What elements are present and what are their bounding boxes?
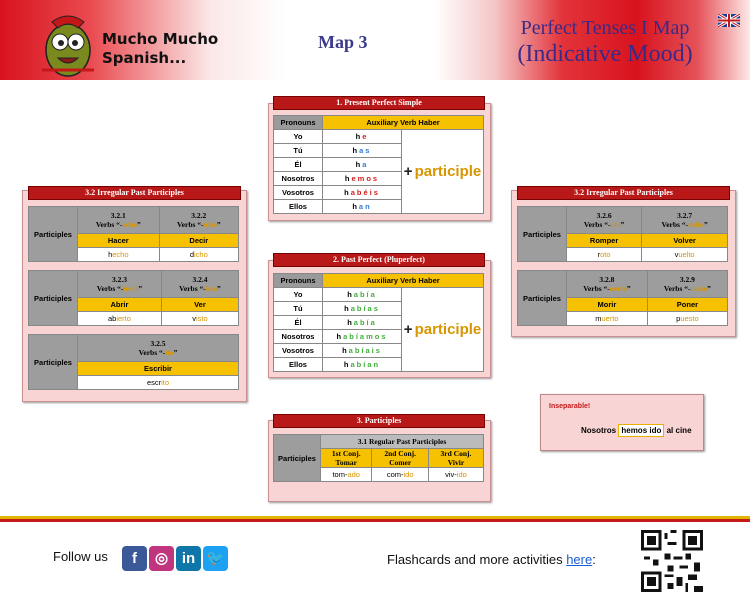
- flash-link[interactable]: here: [566, 552, 593, 567]
- present-perfect-pronoun: Ellos: [274, 200, 323, 214]
- irregular-participle: [78, 376, 239, 390]
- irregular-infinitive: Decir: [159, 234, 238, 248]
- brand-name: [102, 30, 218, 68]
- present-perfect-aux-form: [323, 130, 402, 144]
- pattern-suffix: ”: [217, 284, 221, 293]
- aux-ending: abía: [353, 318, 377, 327]
- pattern-suffix: ”: [707, 284, 711, 293]
- aux-stem: h: [355, 132, 363, 141]
- participle-ending: ito: [161, 378, 170, 387]
- irregular-pattern: [78, 348, 238, 357]
- pattern-prefix: Verbs “-: [96, 284, 124, 293]
- participle-ending: ido: [403, 470, 414, 479]
- irregular-group-table: [517, 270, 728, 326]
- brand-line1: Mucho Mucho: [102, 30, 219, 48]
- pluperfect-aux-form: [323, 358, 402, 372]
- irregular-participle: [642, 248, 728, 262]
- pattern-ending: uesto: [690, 284, 708, 293]
- aux-stem: h: [347, 290, 354, 299]
- example-pronoun: Nosotros: [581, 426, 617, 435]
- participle-stem: v: [192, 314, 196, 323]
- conj-verb: Vivir: [447, 458, 465, 467]
- pattern-suffix: ”: [216, 220, 221, 229]
- pattern-ending: uelto: [688, 220, 704, 229]
- example-highlight: hemos ido: [618, 424, 664, 437]
- present-perfect-table: [273, 115, 484, 214]
- aux-ending: abíais: [348, 346, 382, 355]
- conj-label: 3rd Conj.: [440, 449, 472, 458]
- participle-ending: uesto: [680, 314, 699, 323]
- participle-ending: echo: [112, 250, 129, 259]
- participle-ending: icho: [194, 250, 208, 259]
- participles-title: 3. Participles: [273, 414, 485, 428]
- pattern-prefix: Verbs “-: [138, 348, 166, 357]
- pluperfect-aux-form: [323, 344, 402, 358]
- aux-ending: abíamos: [343, 332, 388, 341]
- participle-ending: ierto: [116, 314, 131, 323]
- irregular-number: 3.2.4: [192, 275, 208, 284]
- conj-header: [428, 449, 483, 468]
- irregular-verb-header: [567, 271, 648, 298]
- pluperfect-aux-form: [323, 302, 402, 316]
- present-perfect-pronoun: Nosotros: [274, 172, 323, 186]
- participle-ending: uerto: [601, 314, 619, 323]
- pattern-prefix: Verbs “-: [179, 284, 206, 293]
- irregular-verb-header: [78, 207, 160, 234]
- conj-verb: Tomar: [335, 458, 357, 467]
- regular-participle: [321, 468, 372, 482]
- row-label-participles: Participles: [274, 435, 321, 482]
- conj-header: [372, 449, 429, 468]
- irregular-pattern: [162, 284, 238, 293]
- pattern-ending: isto: [205, 284, 217, 293]
- title-line1: Perfect Tenses I Map: [520, 17, 690, 39]
- participle-ending: oto: [600, 250, 611, 259]
- aux-stem: h: [344, 174, 352, 183]
- present-perfect-title: 1. Present Perfect Simple: [273, 96, 485, 110]
- pattern-prefix: Verbs “-: [583, 284, 610, 293]
- irregular-infinitive: Morir: [567, 298, 648, 312]
- plus-sign: +: [403, 321, 413, 338]
- irregular-pattern: [78, 220, 159, 229]
- irregular-number: 3.2.2: [191, 211, 207, 220]
- pluperfect-table: [273, 273, 484, 372]
- present-perfect-pronoun: Yo: [274, 130, 323, 144]
- pluperfect-pronoun: Tú: [274, 302, 323, 316]
- inseparable-label: Inseparable!: [549, 403, 591, 410]
- regular-participle: [372, 468, 429, 482]
- aux-ending: emos: [351, 174, 380, 183]
- aux-stem: h: [355, 160, 363, 169]
- participle-stem: p: [676, 314, 681, 323]
- flashcards-text: [387, 552, 596, 567]
- aux-ending: abían: [350, 360, 381, 369]
- instagram-icon[interactable]: ◎: [149, 546, 174, 571]
- irregular-group-table: [28, 334, 239, 390]
- brand-line2: Spanish...: [102, 49, 187, 67]
- irregular-infinitive: Escribir: [78, 362, 239, 376]
- irregular-participle: [161, 312, 238, 326]
- pluperfect-title: 2. Past Perfect (Pluperfect): [273, 253, 485, 267]
- irregular-verb-header: [161, 271, 238, 298]
- follow-us-label: Follow us: [53, 549, 108, 564]
- conj-verb: Comer: [389, 458, 412, 467]
- pluperfect-aux-form: [323, 316, 402, 330]
- present-perfect-aux-form: [323, 186, 402, 200]
- regular-participles-table: [273, 434, 484, 482]
- irregular-infinitive: Volver: [642, 234, 728, 248]
- participle-ending: ado: [347, 470, 360, 479]
- irregular-group-table: [28, 206, 239, 262]
- pattern-suffix: ”: [626, 284, 631, 293]
- irregular-pattern: [78, 284, 161, 293]
- irregular-participle: [78, 312, 162, 326]
- irregular-number: 3.2.7: [677, 211, 693, 220]
- irregular-participle: [567, 248, 642, 262]
- irregular-number: 3.2.1: [110, 211, 126, 220]
- pattern-ending: oto: [610, 220, 621, 229]
- participle-stem: com-: [386, 470, 404, 479]
- aux-stem: h: [344, 304, 351, 313]
- participle-stem: r: [597, 250, 601, 259]
- participle-ending: uelto: [678, 250, 695, 259]
- aux-ending: an: [358, 202, 372, 211]
- pattern-ending: uerto: [609, 284, 627, 293]
- aux-ending: abías: [350, 304, 380, 313]
- aux-ending: e: [362, 132, 369, 141]
- row-label-participles: Participles: [29, 271, 78, 326]
- irregular-number: 3.2.9: [679, 275, 695, 284]
- present-perfect-pronoun: Él: [274, 158, 323, 172]
- col-pronouns: Pronouns: [274, 116, 323, 130]
- irregular-number: 3.2.8: [599, 275, 615, 284]
- row-label-participles: Participles: [29, 335, 78, 390]
- irregular-infinitive: Hacer: [78, 234, 160, 248]
- inseparable-box: [540, 394, 704, 451]
- irregular-participle: [159, 248, 238, 262]
- irregular-group-table: [28, 270, 239, 326]
- irregular-infinitive: Abrir: [78, 298, 162, 312]
- qr-code-icon[interactable]: [641, 530, 703, 592]
- participle-ending: isto: [195, 314, 208, 323]
- pluperfect-pronoun: Ellos: [274, 358, 323, 372]
- participle-label: participle: [414, 321, 482, 338]
- pattern-prefix: Verbs “-: [661, 220, 689, 229]
- pattern-ending: echo: [122, 220, 138, 229]
- pattern-ending: ito: [165, 348, 174, 357]
- facebook-icon[interactable]: f: [122, 546, 147, 571]
- irregular-number: 3.2.3: [111, 275, 127, 284]
- present-perfect-aux-form: [323, 158, 402, 172]
- pluperfect-aux-form: [323, 288, 402, 302]
- regular-participles-subtitle: 3.1 Regular Past Participles: [321, 435, 484, 449]
- row-label-participles: Participles: [518, 207, 567, 262]
- pattern-prefix: Verbs “-: [663, 284, 691, 293]
- present-perfect-participle-cell: [402, 130, 484, 214]
- aux-ending: as: [359, 146, 372, 155]
- present-perfect-pronoun: Vosotros: [274, 186, 323, 200]
- uk-flag-icon[interactable]: [718, 14, 740, 27]
- aux-stem: h: [352, 202, 359, 211]
- plus-sign: +: [403, 163, 413, 180]
- flash-colon: :: [592, 552, 596, 567]
- irregular-infinitive: Romper: [567, 234, 642, 248]
- col-pronouns: Pronouns: [274, 274, 323, 288]
- example-tail: al cine: [666, 426, 692, 435]
- irregular-pattern: [160, 220, 238, 229]
- aux-stem: h: [343, 360, 351, 369]
- aux-stem: h: [344, 188, 351, 197]
- pattern-suffix: ”: [137, 220, 141, 229]
- pattern-prefix: Verbs “-: [95, 220, 123, 229]
- irregular-pattern: [567, 220, 641, 229]
- page-title: [490, 16, 720, 68]
- title-line2: (Indicative Mood): [517, 41, 693, 67]
- irregular-pattern: [648, 284, 727, 293]
- row-label-participles: Participles: [518, 271, 567, 326]
- irregular-participle: [567, 312, 648, 326]
- pattern-suffix: ”: [703, 220, 708, 229]
- aux-stem: h: [347, 318, 354, 327]
- pattern-ending: icho: [203, 220, 217, 229]
- pattern-suffix: ”: [620, 220, 625, 229]
- pattern-prefix: Verbs “-: [176, 220, 204, 229]
- aux-ending: abía: [353, 290, 377, 299]
- irregular-verb-header: [159, 207, 238, 234]
- irregular-verb-header: [78, 335, 239, 362]
- pluperfect-pronoun: Yo: [274, 288, 323, 302]
- col-aux-verb: Auxiliary Verb Haber: [323, 116, 484, 130]
- irregular-right-title: 3.2 Irregular Past Participles: [517, 186, 730, 200]
- participle-stem: viv-: [445, 470, 457, 479]
- inseparable-example: [581, 426, 692, 435]
- irregular-infinitive: Poner: [647, 298, 727, 312]
- irregular-infinitive: Ver: [161, 298, 238, 312]
- pluperfect-aux-form: [323, 330, 402, 344]
- aux-ending: a: [362, 160, 369, 169]
- aux-stem: h: [342, 346, 349, 355]
- irregular-left-title: 3.2 Irregular Past Participles: [28, 186, 241, 200]
- participle-label: participle: [414, 163, 482, 180]
- participle-stem: d: [189, 250, 194, 259]
- pattern-suffix: ”: [173, 348, 178, 357]
- participle-stem: v: [674, 250, 679, 259]
- row-label-participles: Participles: [29, 207, 78, 262]
- irregular-participle: [78, 248, 160, 262]
- present-perfect-aux-form: [323, 172, 402, 186]
- logo-olive-icon: [38, 10, 98, 78]
- participle-stem: m: [595, 314, 602, 323]
- present-perfect-pronoun: Tú: [274, 144, 323, 158]
- aux-ending: abéis: [350, 188, 380, 197]
- pattern-ending: ierto: [123, 284, 139, 293]
- pluperfect-pronoun: Vosotros: [274, 344, 323, 358]
- regular-participle: [428, 468, 483, 482]
- pluperfect-pronoun: Nosotros: [274, 330, 323, 344]
- irregular-participle: [647, 312, 727, 326]
- irregular-verb-header: [78, 271, 162, 298]
- conj-label: 2nd Conj.: [384, 449, 417, 458]
- present-perfect-aux-form: [323, 144, 402, 158]
- irregular-pattern: [567, 284, 647, 293]
- irregular-number: 3.2.5: [150, 339, 166, 348]
- participle-ending: ido: [456, 470, 467, 479]
- conj-label: 1st Conj.: [331, 449, 361, 458]
- pluperfect-participle-cell: [402, 288, 484, 372]
- pluperfect-pronoun: Él: [274, 316, 323, 330]
- present-perfect-aux-form: [323, 200, 402, 214]
- flash-text: Flashcards and more activities: [387, 552, 567, 567]
- participle-stem: h: [108, 250, 113, 259]
- conj-header: [321, 449, 372, 468]
- aux-stem: h: [336, 332, 344, 341]
- irregular-verb-header: [642, 207, 728, 234]
- irregular-verb-header: [567, 207, 642, 234]
- aux-stem: h: [352, 146, 360, 155]
- participle-stem: ab: [107, 314, 117, 323]
- irregular-verb-header: [647, 271, 727, 298]
- col-aux-verb: Auxiliary Verb Haber: [323, 274, 484, 288]
- linkedin-icon[interactable]: in: [176, 546, 201, 571]
- irregular-group-table: [517, 206, 728, 262]
- twitter-icon[interactable]: 🐦: [203, 546, 228, 571]
- participle-stem: tom-: [332, 470, 348, 479]
- map-label: Map 3: [318, 32, 368, 52]
- pattern-suffix: ”: [138, 284, 143, 293]
- irregular-pattern: [642, 220, 727, 229]
- footer-rule-red: [0, 519, 750, 522]
- participle-stem: escr: [146, 378, 162, 387]
- irregular-number: 3.2.6: [596, 211, 612, 220]
- pattern-prefix: Verbs “-: [583, 220, 611, 229]
